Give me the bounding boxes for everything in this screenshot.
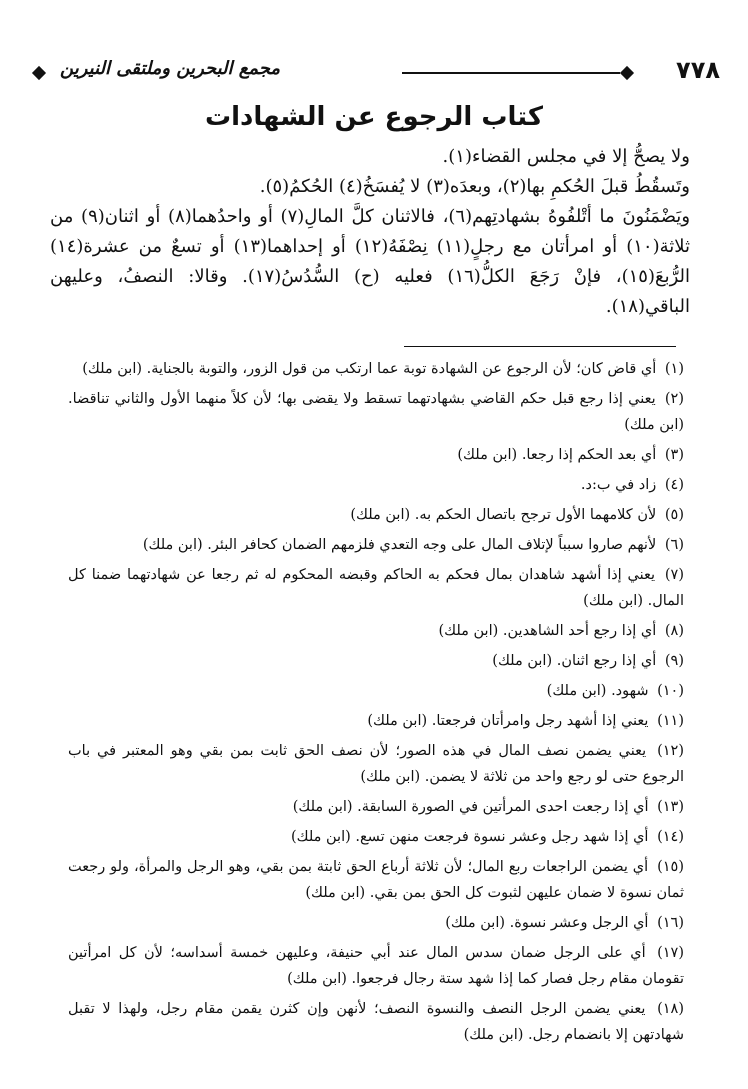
footnote [68,910,684,936]
footnote-text: يعني إذا أشهد شاهدان بمال فحكم به الحاكم وقبضه المحكوم له ثم رجعا عن شهادتهما ضمنا كل المال. [68,567,684,609]
footnote-text: أي قاض كان؛ لأن الرجوع عن الشهادة توبة عما ارتكب من قول الزور، والتوبة بالجناية. [146,361,657,377]
footnote-source: (ابن ملك) [142,537,203,553]
footnote-separator [404,346,676,347]
footnote [68,442,684,468]
footnote-number: (١٨) [657,1001,684,1017]
page-number: ٧٧٨ [676,56,720,84]
main-paragraph: ويَضْمَنُونَ ما أتْلفُوهُ بشهادتِهم(٦)، فالاثنان كلَّ المالِ(٧) أو واحدُهما(٨) أو اثنان(٩) من ثلاثة(١٠) أو امرأتان مع رجلٍ(١١) نِصْفَهُ(١٢) أو إحداهما(١٣) أو تسعٌ من عشرة(١٤) الرُّبعَ(١٥)، فإنْ رَجَعَ الكلُّ(١٦) فعليه (ح) السُّدُسُ(١٧). وقالا: النصفُ، وعليهن الباقي(١٨). [50,206,691,317]
footnote [68,940,684,992]
footnote-number: (٥) [664,507,684,523]
footnote-number: (٦) [664,537,684,553]
footnote [68,472,684,498]
header-rule [402,72,620,74]
footnote-source: (ابن ملك) [463,1027,524,1043]
footnote [68,562,684,614]
footnote-number: (١٠) [657,683,684,699]
footnote-source: (ابن ملك) [305,885,366,901]
footnote-number: (١٥) [657,859,685,875]
footnote-text: يعني إذا أشهد رجل وامرأتان فرجعتا. [431,713,649,729]
footnote-number: (١٦) [657,915,684,931]
footnote [68,502,684,528]
footnote-text: أي إذا رجع اثنان. [556,653,657,669]
footnote-text: يعني يضمن نصف المال في هذه الصور؛ لأن نصف الحق ثابت بمن بقي وهو المعتبر في باب الرجوع حتى لو رجع واحد من ثلاثة لا يضمن. [68,743,684,785]
footnote-number: (٧) [664,567,685,583]
footnote-number: (٢) [664,391,684,407]
footnote [68,678,684,704]
footnote-source: (ابن ملك) [350,507,411,523]
footnote-text: لأن كلامهما الأول ترجح باتصال الحكم به. [414,507,657,523]
footnote-text: أي على الرجل ضمان سدس المال عند أبي حنيفة، وعليهن خمسة أسداسه؛ لأن كل امرأتين تقومان مقام رجل فصار كما إذا شهد ستة رجال فرجعوا. [68,945,684,987]
main-paragraph: ولا يصحُّ إلا في مجلس القضاء(١). [442,146,690,167]
footnote-text: لأنهم صاروا سبباً لإتلاف المال على وجه التعدي فلزمهم الضمان كحافر البئر. [207,537,657,553]
footnote-text: شهود. [611,683,649,699]
footnote-text: يعني إذا رجع قبل حكم القاضي بشهادتهما تسقط ولا يقضى بها؛ لأن كلاً منهما الأول والثاني تناقضا. [68,391,656,407]
footnote-source: (ابن ملك) [546,683,607,699]
main-paragraph: وتَسقُطُ قبلَ الحُكمِ بها(٢)، وبعدَه(٣) لا يُفسَخُ(٤) الحُكمُ(٥). [259,176,690,197]
footnote [68,854,684,906]
footnote-number: (١٤) [657,829,684,845]
footnote-source: (ابن ملك) [290,829,351,845]
footnote-text: أي إذا رجعت احدى المرأتين في الصورة السابقة. [357,799,649,815]
footnote-text: أي بعد الحكم إذا رجعا. [521,447,657,463]
footnote-number: (١٧) [657,945,685,961]
footnote-source: (ابن ملك) [287,971,347,987]
footnote-source: (ابن ملك) [492,653,553,669]
footnote [68,386,684,438]
footnote-text: أي يضمن الراجعات ربع المال؛ لأن ثلاثة أرباع الحق ثابتة بمن بقي، وهو الرجل والمرأة، ولو رجعت ثمان نسوة لا ضمان عليهن لثبوت كل الحق بمن بقي. [68,859,684,901]
footnote-number: (١٣) [657,799,684,815]
footnote-number: (٨) [664,623,684,639]
footnote [68,996,684,1048]
footnote [68,356,684,382]
footnote-source: (ابن ملك) [367,713,428,729]
footnote-source: (ابن ملك) [292,799,353,815]
footnote-source: (ابن ملك) [624,417,684,433]
running-header [30,58,720,88]
footnote-source: (ابن ملك) [360,769,421,785]
footnote-number: (١٢) [657,743,685,759]
diamond-ornament-icon [620,66,634,80]
footnote [68,618,684,644]
footnote [68,648,684,674]
footnote-number: (٩) [664,653,684,669]
footnote [68,824,684,850]
footnote [68,532,684,558]
footnote-number: (١١) [657,713,684,729]
footnote-text: أي إذا رجع أحد الشاهدين. [502,623,657,639]
footnote [68,794,684,820]
footnote-source: (ابن ملك) [583,593,643,609]
footnote-source: (ابن ملك) [457,447,518,463]
footnote-number: (٤) [664,477,684,493]
main-text [50,142,690,322]
diamond-ornament-icon [32,66,46,80]
footnote-text: أي إذا شهد رجل وعشر نسوة فرجعت منهن تسع. [355,829,649,845]
footnote [68,708,684,734]
footnote-source: (ابن ملك) [82,361,143,377]
footnotes [68,356,684,1052]
running-title: مجمع البحرين وملتقى النيرين [60,58,281,79]
footnote-number: (١) [664,361,684,377]
footnote-number: (٣) [664,447,684,463]
footnote-text: أي الرجل وعشر نسوة. [509,915,649,931]
chapter-title: كتاب الرجوع عن الشهادات [204,102,544,132]
footnote-source: (ابن ملك) [445,915,505,931]
footnote-text: يعني يضمن الرجل النصف والنسوة النصف؛ لأنهن وإن كثرن يقمن مقام رجل، ولهذا لا تقبل شهادتهن إلا بانضمام رجل. [68,1001,684,1043]
footnote [68,738,684,790]
footnote-text: زاد في ب:د. [580,477,657,493]
footnote-source: (ابن ملك) [438,623,499,639]
